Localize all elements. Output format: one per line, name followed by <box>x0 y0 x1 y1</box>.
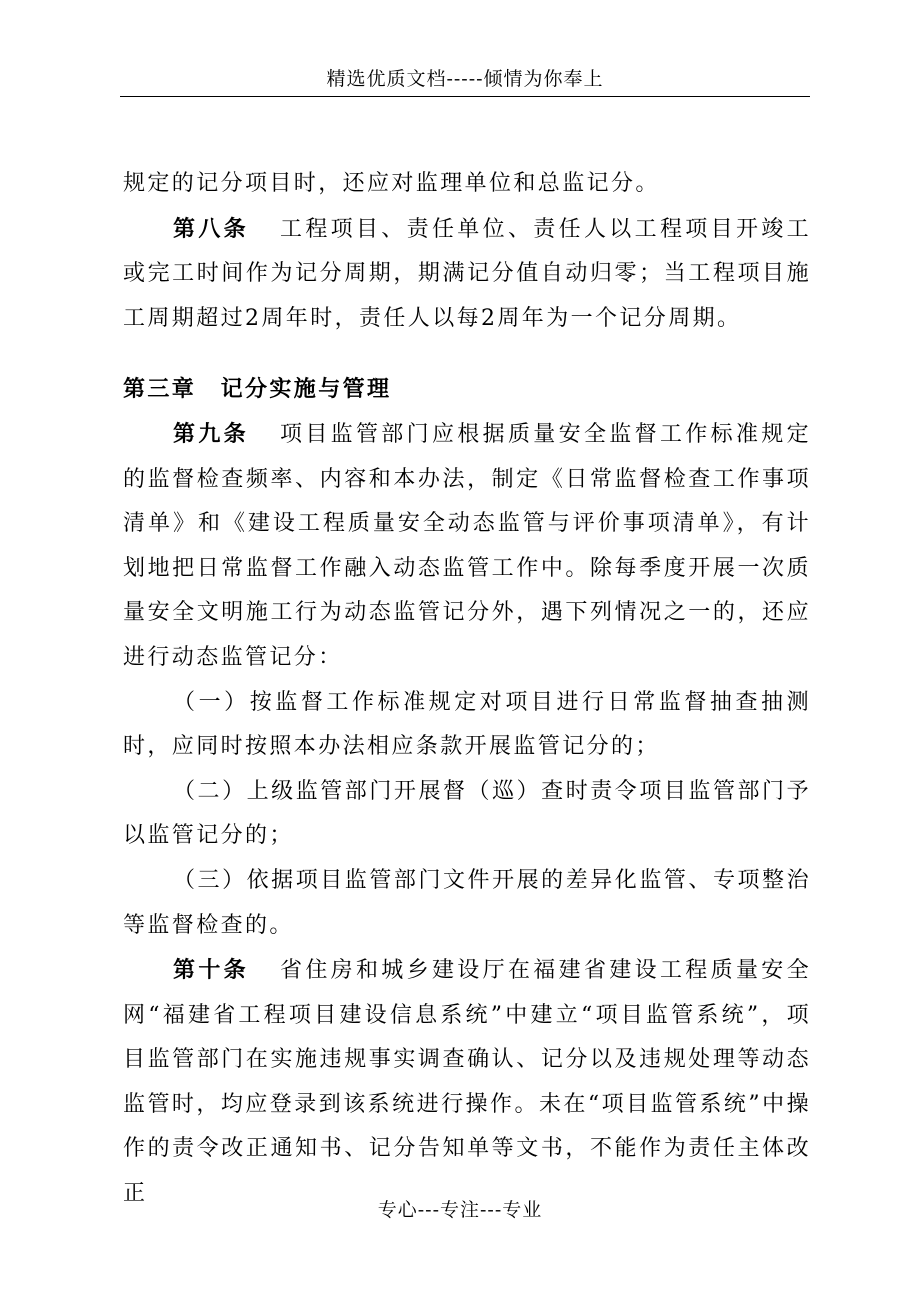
article-8 <box>123 207 811 342</box>
page-footer: 专心---专注---专业 <box>377 1199 543 1221</box>
list-item-1: （一）按监督工作标准规定对项目进行日常监督抽查抽测时，应同时按照本办法相应条款开展监管记分的； <box>123 689 811 760</box>
document-body <box>123 162 811 1217</box>
article-10-text: 省住房和城乡建设厅在福建省建设工程质量安全网“福建省工程项目建设信息系统”中建立“项目监管系统”，项目监管部门在实施违规事实调查确认、记分以及违规处理等动态监管时，均应登录到该系统进行操作。未在“项目监管系统”中操作的责令改正通知书、记分告知单等文书，不能作为责任主体改正 <box>123 958 812 1207</box>
article-10 <box>123 948 811 1217</box>
article-9-label: 第九条 <box>173 420 249 447</box>
paragraph-continuation: 规定的记分项目时，还应对监理单位和总监记分。 <box>123 171 660 196</box>
list-item-3: （三）依据项目监管部门文件开展的差异化监管、专项整治等监督检查的。 <box>123 867 811 938</box>
list-item-2: （二）上级监管部门开展督（巡）查时责令项目监管部门予以监管记分的； <box>123 778 811 849</box>
header-divider <box>120 96 810 97</box>
article-9 <box>123 412 811 681</box>
page-header: 精选优质文档-----倾情为你奉上 <box>326 68 604 90</box>
article-8-text: 工程项目、责任单位、责任人以工程项目开竣工或完工时间作为记分周期，期满记分值自动归零；当工程项目施工周期超过2周年时，责任人以每2周年为一个记分周期。 <box>123 216 812 331</box>
chapter-heading: 第三章 记分实施与管理 <box>123 376 392 403</box>
article-9-text: 项目监管部门应根据质量安全监督工作标准规定的监督检查频率、内容和本办法，制定《日常监督检查工作事项清单》和《建设工程质量安全动态监管与评价事项清单》，有计划地把日常监督工作融入动态监管工作中。除每季度开展一次质量安全文明施工行为动态监管记分外，遇下列情况之一的，还应进行动态监管记分： <box>123 421 812 670</box>
article-8-label: 第八条 <box>173 215 249 242</box>
article-10-label: 第十条 <box>173 957 249 984</box>
